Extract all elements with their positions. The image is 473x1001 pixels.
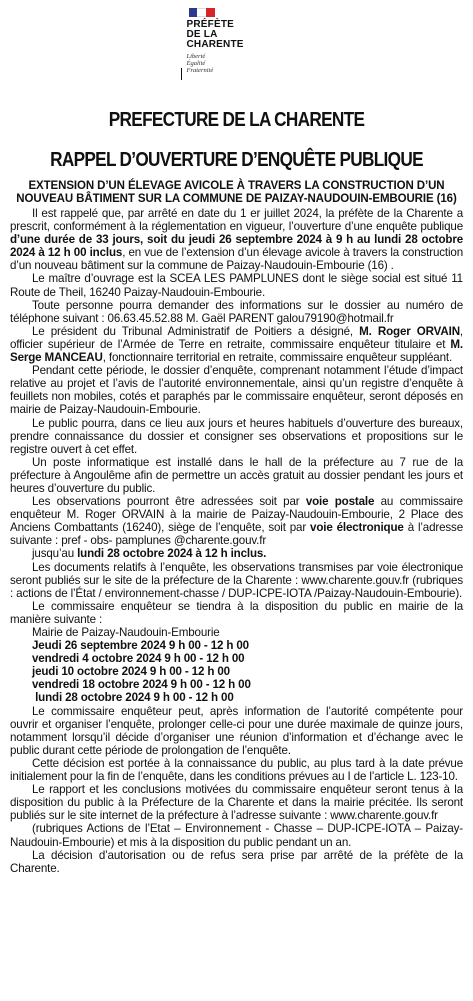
paragraph-deadline: jusqu’au lundi 28 octobre 2024 à 12 h inclus.: [32, 547, 267, 561]
schedule-place: Mairie de Paizay-Naudouin-Embourie: [32, 626, 220, 639]
paragraph-maitre-ouvrage: Le maître d’ouvrage est la SCEA LES PAMPLUNES dont le siège social est situé 11 Route de Theil, 16240 Paizay-Naudouin-Embourie.: [10, 272, 463, 299]
paragraph-dossier: Pendant cette période, le dossier d’enquête, comprenant notamment l’étude d’impact relative au projet et l’avis de l’autorité environnementale, ainsi qu’un registre d’enquête à feuillets non mobiles, cotés et paraphés par le commissaire enquêteur, seront déposés en mairie de Paizay-Naudouin-Embourie.: [10, 364, 463, 417]
schedule-date: lundi 28 octobre 2024 9 h 00 - 12 h 00: [32, 691, 234, 705]
notice-title: RAPPEL D’OUVERTURE D’ENQUÊTE PUBLIQUE: [50, 149, 423, 171]
paragraph-public: Le public pourra, dans ce lieu aux jours et heures habituels d’ouverture des bureaux, prendre connaissance du dossier et consigner ses observations et propositions sur le registre ouvert à cet effet.: [10, 416, 463, 456]
notice-subject: EXTENSION D’UN ÉLEVAGE AVICOLE À TRAVERS LA CONSTRUCTION D’UN NOUVEAU BÂTIMENT SUR LA COMMUNE DE PAIZAY-NAUDOUIN-EMBOURIE (16): [16, 180, 457, 205]
paragraph-prolongation: Le commissaire enquêteur peut, après information de l’autorité compétente pour ouvrir et organiser l’enquête, prolonger celle-ci pour une durée maximale de quinze jours, notamment lorsqu’il décide d’organiser une réunion d’information et d’échange avec le public durant cette période de prolongation de l’enquête.: [10, 704, 463, 757]
paragraph-autorisation: La décision d’autorisation ou de refus sera prise par arrêté de la préfète de la Charente.: [10, 848, 463, 875]
logo-name: PRÉFÈTE DE LA CHARENTE: [186, 19, 244, 50]
logo-motto: Liberté Égalité Fraternité: [186, 53, 214, 74]
prefecture-logo: [187, 8, 307, 90]
schedule-date: vendredi 4 octobre 2024 9 h 00 - 12 h 00: [32, 652, 245, 666]
logo-divider: [181, 68, 182, 80]
paragraph-rapport: Le rapport et les conclusions motivées du commissaire enquêteur seront tenus à la disposition du public à la Préfecture de la Charente et dans la mairie précitée. Ils seront publiés sur le site internet de la préfecture à l’adresse suivante : www.charente.gouv.fr: [10, 783, 463, 823]
schedule-date: vendredi 18 octobre 2024 9 h 00 - 12 h 00: [32, 678, 251, 692]
paragraph-rubriques: (rubriques Actions de l’Etat – Environnement - Chasse – DUP-ICPE-IOTA – Paizay-Naudouin-Embourie) et mis à la disposition du public pendant un an.: [10, 822, 463, 849]
paragraph-arrete: Il est rappelé que, par arrêté en date du 1 er juillet 2024, la préfète de la Charente a prescrit, conformément à la réglementation en vigueur, l’ouverture d’une enquête publique d’une durée de 33 jours, soit du jeudi 26 septembre 2024 à 9 h au lundi 28 octobre 2024 à 12 h 00 inclus, en vue de l’extension d’un élevage avicole à travers la construction d’un nouveau bâtiment sur la commune de Paizay-Naudouin-Embourie (16) .: [10, 207, 463, 273]
paragraph-contact: Toute personne pourra demander des informations sur le dossier au numéro de téléphone suivant : 06.63.45.52.88 M. Gaël PARENT galou79190@hotmail.fr: [10, 298, 463, 325]
paragraph-commissaire: Le président du Tribunal Administratif de Poitiers a désigné, M. Roger ORVAIN, officier supérieur de l’Armée de Terre en retraite, commissaire enquêteur titulaire et M. Serge MANCEAU, fonctionnaire territorial en retraite, commissaire enquêteur suppléant.: [10, 324, 463, 365]
schedule-date: Jeudi 26 septembre 2024 9 h 00 - 12 h 00: [32, 639, 249, 653]
notice-body: [10, 207, 463, 875]
paragraph-decision: Cette décision est portée à la connaissance du public, au plus tard à la date prévue initialement pour la fin de l’enquête, dans les conditions prévues au I de l’article L. 123-10.: [10, 756, 463, 784]
paragraph-publication: Les documents relatifs à l’enquête, les observations transmises par voie électronique seront publiés sur le site de la préfecture de la Charente : www.charente.gouv.fr (rubriques : actions de l’État / environnement-chasse / DUP-ICPE-IOTA /Paizay-Naudouin-Embourie).: [10, 560, 463, 600]
permanence-schedule: [10, 626, 463, 705]
schedule-date: jeudi 10 octobre 2024 9 h 00 - 12 h 00: [32, 665, 230, 679]
french-flag-icon: [189, 8, 215, 17]
prefecture-title: PREFECTURE DE LA CHARENTE: [108, 109, 365, 131]
paragraph-poste-informatique: Un poste informatique est installé dans le hall de la préfecture au 7 rue de la préfecture à Angoulême afin de permettre un accès gratuit au dossier pendant les jours et heures d’ouverture du public.: [10, 455, 463, 495]
paragraph-observations: Les observations pourront être adressées soit par voie postale au commissaire enquêteur M. Roger ORVAIN à la mairie de Paizay-Naudouin-Embourie, 2 Place des Anciens Combattants (16240), siège de l’enquête, soit par voie électronique à l’adresse suivante : pref - obs- pamplunes @charente.gouv.fr: [10, 495, 463, 548]
paragraph-permanences: Le commissaire enquêteur se tiendra à la disposition du public en mairie de la manière suivante :: [10, 599, 463, 626]
